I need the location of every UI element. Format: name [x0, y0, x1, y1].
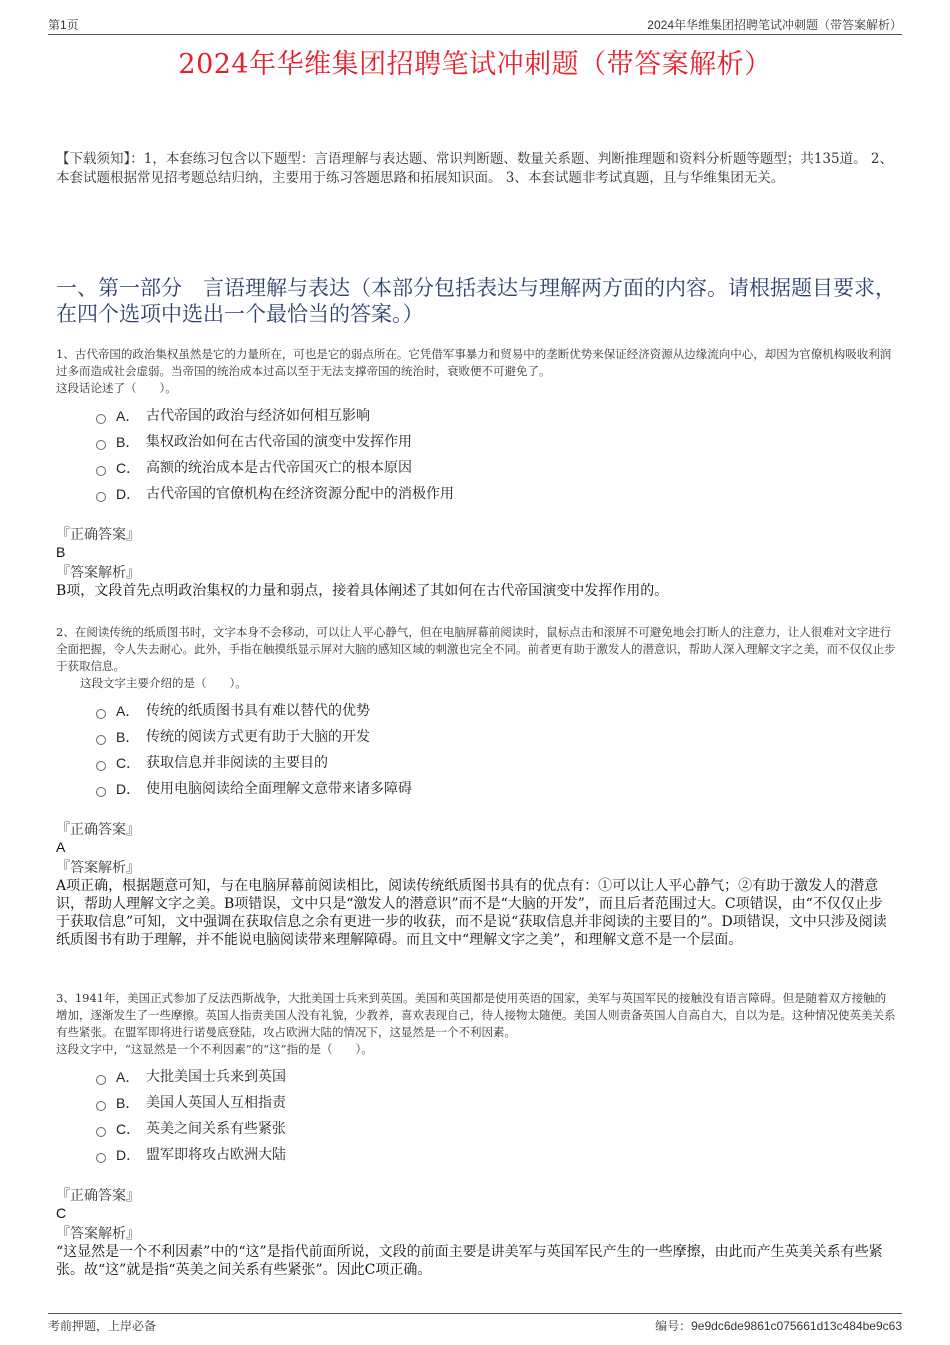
section-heading: 一、第一部分 言语理解与表达（本部分包括表达与理解两方面的内容。请根据题目要求，在四个选项中选出一个最恰当的答案。） — [56, 276, 896, 326]
option-b[interactable]: B． 集权政治如何在古代帝国的演变中发挥作用 — [96, 429, 896, 455]
question-ask: 这段文字中，“这显然是一个不利因素”的“这”指的是（ ）。 — [56, 1042, 373, 1056]
question-2 — [56, 624, 896, 949]
analysis-text: “这显然是一个不利因素”中的“这”是指代前面所说，文段的前面主要是讲美军与英国军民产生的一些摩擦，由此而产生英美关系有些紧张。故“这”就是指“英美之间关系有些紧张”。因此C项正确。 — [56, 1244, 883, 1278]
page-footer — [48, 1313, 902, 1334]
option-d[interactable]: D． 使用电脑阅读给全面理解文意带来诸多障碍 — [96, 776, 896, 802]
radio-icon[interactable] — [96, 1153, 106, 1163]
option-c[interactable]: C． 获取信息并非阅读的主要目的 — [96, 750, 896, 776]
question-stem: 2、在阅读传统的纸质图书时，文字本身不会移动，可以让人平心静气，但在电脑屏幕前阅读时，鼠标点击和滚屏不可避免地会打断人的注意力，让人很难对文字进行全面把握，令人失去耐心。此外，手指在触摸纸显示屏对大脑的感知区域的刺激也完全不同。前者更有助于激发人的潜意识，帮助人深入理解文字之美，而不仅仅止步于获取信息。 — [56, 625, 896, 673]
document-title: 2024年华维集团招聘笔试冲刺题（带答案解析） — [178, 49, 772, 80]
radio-icon[interactable] — [96, 709, 106, 719]
radio-icon[interactable] — [96, 1127, 106, 1137]
answer-value: A — [56, 839, 66, 855]
option-b[interactable]: B． 传统的阅读方式更有助于大脑的开发 — [96, 724, 896, 750]
radio-icon[interactable] — [96, 1075, 106, 1085]
download-notice: 【下载须知】：1，本套练习包含以下题型：言语理解与表达题、常识判断题、数量关系题、判断推理题和资料分析题等题型；共135道。 2、本套试题根据常见招考题总结归纳，主要用于练习答题思路和拓展知识面。 3、本套试题非考试真题，且与华维集团无关。 — [56, 151, 893, 186]
radio-icon[interactable] — [96, 492, 106, 502]
page-header — [48, 14, 902, 35]
option-d[interactable]: D． 盟军即将攻占欧洲大陆 — [96, 1142, 896, 1168]
page-number: 第1页 — [48, 18, 79, 32]
analysis-text: A项正确，根据题意可知，与在电脑屏幕前阅读相比，阅读传统纸质图书具有的优点有：①可以让人平心静气；②有助于激发人的潜意识，帮助人理解文字之美。B项错误，文中只是“激发人的潜意识”而不是“大脑的开发”，而且后者范围过大。C项错误，由“不仅仅止步于获取信息”可知，文中强调在获取信息之余有更进一步的收获，而不是说“获取信息并非阅读的主要目的”。D项错误，文中只涉及阅读纸质图书有助于理解，并不能说电脑阅读带来理解障碍。而且文中“理解文字之美”，和理解文意不是一个层面。 — [56, 878, 887, 948]
option-d[interactable]: D． 古代帝国的官僚机构在经济资源分配中的消极作用 — [96, 481, 896, 507]
option-a[interactable]: A． 大批美国士兵来到英国 — [96, 1064, 896, 1090]
radio-icon[interactable] — [96, 787, 106, 797]
answer-label: 『正确答案』 — [56, 527, 140, 543]
option-list — [96, 403, 896, 507]
option-c[interactable]: C． 高额的统治成本是古代帝国灭亡的根本原因 — [96, 455, 896, 481]
radio-icon[interactable] — [96, 440, 106, 450]
option-list — [96, 698, 896, 802]
answer-value: B — [56, 544, 66, 560]
answer-value: C — [56, 1205, 67, 1221]
footer-code: 编号：9e9dc6de9861c075661d13c484be9c63 — [655, 1319, 902, 1333]
analysis-label: 『答案解析』 — [56, 565, 140, 581]
analysis-text: B项，文段首先点明政治集权的力量和弱点，接着具体阐述了其如何在古代帝国演变中发挥作用的。 — [56, 583, 669, 599]
option-c[interactable]: C． 英美之间关系有些紧张 — [96, 1116, 896, 1142]
radio-icon[interactable] — [96, 414, 106, 424]
radio-icon[interactable] — [96, 1101, 106, 1111]
radio-icon[interactable] — [96, 466, 106, 476]
question-1 — [56, 346, 896, 600]
option-list — [96, 1064, 896, 1168]
option-a[interactable]: A． 传统的纸质图书具有难以替代的优势 — [96, 698, 896, 724]
header-doc-title: 2024年华维集团招聘笔试冲刺题（带答案解析） — [647, 18, 902, 32]
option-b[interactable]: B． 美国人英国人互相指责 — [96, 1090, 896, 1116]
radio-icon[interactable] — [96, 735, 106, 745]
question-ask: 这段文字主要介绍的是（ ）。 — [80, 676, 247, 690]
question-stem: 3、1941年，美国正式参加了反法西斯战争，大批美国士兵来到英国。美国和英国都是使用英语的国家，美军与英国军民的接触没有语言障碍。但是随着双方接触的增加，逐渐发生了一些摩擦。英国人指责美国人没有礼貌，少教养，喜欢表现自己，待人接物太随便。美国人则责备英国人自高自大，自以为是。这种情况使英美关系有些紧张。在盟军即将进行诺曼底登陆，攻占欧洲大陆的情况下，这显然是一个不利因素。 — [56, 991, 896, 1039]
question-ask: 这段话论述了（ ）。 — [56, 381, 177, 395]
question-stem: 1、古代帝国的政治集权虽然是它的力量所在，可也是它的弱点所在。它凭借军事暴力和贸易中的垄断优势来保证经济资源从边缘流向中心，却因为官僚机构吸收利润过多而造成社会虚弱。当帝国的统治成本过高以至于无法支撑帝国的统治时，衰败便不可避免了。 — [56, 347, 892, 378]
answer-label: 『正确答案』 — [56, 822, 140, 838]
radio-icon[interactable] — [96, 761, 106, 771]
option-a[interactable]: A． 古代帝国的政治与经济如何相互影响 — [96, 403, 896, 429]
footer-slogan: 考前押题，上岸必备 — [48, 1319, 157, 1333]
answer-label: 『正确答案』 — [56, 1188, 140, 1204]
analysis-label: 『答案解析』 — [56, 1226, 140, 1242]
analysis-label: 『答案解析』 — [56, 860, 140, 876]
question-3 — [56, 990, 896, 1279]
